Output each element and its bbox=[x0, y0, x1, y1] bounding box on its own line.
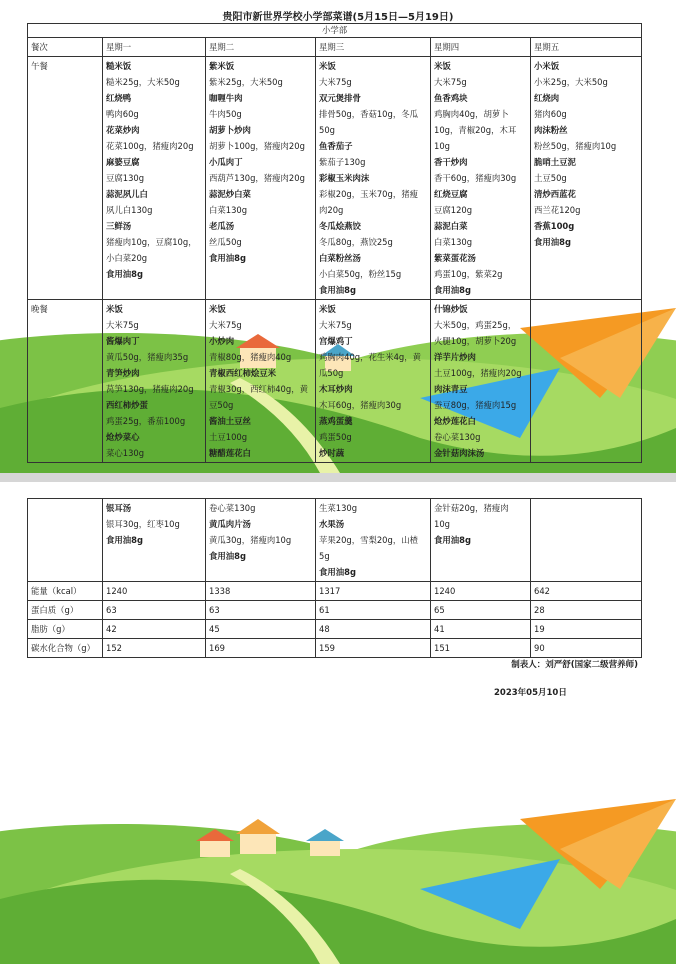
ingredients: 丝瓜50g bbox=[209, 237, 242, 247]
dish-name: 米饭 bbox=[319, 304, 336, 314]
dish-name: 小瓜肉丁 bbox=[209, 157, 243, 167]
cooking-oil: 食用油8g bbox=[106, 269, 143, 279]
menu-table bbox=[27, 23, 642, 463]
ingredients: 鸡胸肉40g，花生米4g，黄 bbox=[319, 352, 421, 362]
ingredients: 粉丝50g，猪瘦肉10g bbox=[534, 141, 617, 151]
dish-name: 香干炒肉 bbox=[434, 157, 468, 167]
nutrition-value: 169 bbox=[206, 639, 316, 658]
nutrition-value: 45 bbox=[206, 620, 316, 639]
ingredients: 10g bbox=[434, 141, 450, 151]
ingredients: 夙儿白130g bbox=[106, 205, 153, 215]
menu-page-2 bbox=[0, 482, 676, 964]
section-header: 小学部 bbox=[28, 24, 642, 38]
nutrition-value: 151 bbox=[431, 639, 531, 658]
lunch-tuesday bbox=[206, 57, 316, 300]
dish-name: 小炒肉 bbox=[209, 336, 235, 346]
ingredients: 大米75g bbox=[319, 320, 352, 330]
dish-name: 咖喱牛肉 bbox=[209, 93, 243, 103]
dish-name: 米饭 bbox=[106, 304, 123, 314]
dish-name: 麻婆豆腐 bbox=[106, 157, 140, 167]
dish-name: 米饭 bbox=[209, 304, 226, 314]
ingredients: 白菜130g bbox=[434, 237, 473, 247]
ingredients: 大米75g bbox=[434, 77, 467, 87]
ingredients: 金针菇20g，猪瘦肉 bbox=[434, 503, 509, 513]
dish-name: 蒸鸡蛋羹 bbox=[319, 416, 353, 426]
dish-name: 水果汤 bbox=[319, 519, 345, 529]
nutrition-row-carbs bbox=[28, 639, 642, 658]
nutrition-value: 19 bbox=[531, 620, 642, 639]
ingredients: 卷心菜130g bbox=[434, 432, 481, 442]
nutrition-label: 能量（kcal） bbox=[28, 582, 103, 601]
dish-name: 老瓜汤 bbox=[209, 221, 235, 231]
meadow-illustration-2 bbox=[0, 779, 676, 964]
nutrition-row-protein bbox=[28, 601, 642, 620]
dinner-thursday bbox=[431, 300, 531, 463]
ingredients: 青椒30g，西红柿40g，黄 bbox=[209, 384, 308, 394]
ingredients: 土豆100g bbox=[209, 432, 248, 442]
ingredients: 大米75g bbox=[106, 320, 139, 330]
ingredients: 鸡胸肉40g，胡萝卜 bbox=[434, 109, 509, 119]
dish-name: 红烧鸭 bbox=[106, 93, 132, 103]
dish-name: 米饭 bbox=[434, 61, 451, 71]
dinner-monday bbox=[103, 300, 206, 463]
ingredients: 10g bbox=[434, 519, 450, 529]
ingredients: 小白菜50g，粉丝15g bbox=[319, 269, 402, 279]
dish-name: 宫爆鸡丁 bbox=[319, 336, 353, 346]
ingredients: 豆50g bbox=[209, 400, 234, 410]
cooking-oil: 食用油8g bbox=[209, 551, 246, 561]
nutrition-value: 90 bbox=[531, 639, 642, 658]
cooking-oil: 食用油8g bbox=[209, 253, 246, 263]
cooking-oil: 食用油8g bbox=[106, 535, 143, 545]
dish-name: 蒜泥夙儿白 bbox=[106, 189, 148, 199]
ingredients: 猪瘦肉10g，豆腐10g， bbox=[106, 237, 197, 247]
dish-name: 花菜炒肉 bbox=[106, 125, 140, 135]
nutrition-row-energy bbox=[28, 582, 642, 601]
dish-name: 鱼香茄子 bbox=[319, 141, 353, 151]
dinner-label: 晚餐 bbox=[28, 300, 103, 463]
issue-date: 2023年05月10日 bbox=[494, 688, 567, 698]
nutrition-value: 1240 bbox=[103, 582, 206, 601]
ingredients: 银耳30g，红枣10g bbox=[106, 519, 180, 529]
dinner-cont-wednesday bbox=[316, 499, 431, 582]
col-monday: 星期一 bbox=[103, 38, 206, 57]
signature: 制表人：刘严舒(国家二级营养师) bbox=[511, 660, 638, 670]
ingredients: 猪肉60g bbox=[534, 109, 567, 119]
dinner-tuesday bbox=[206, 300, 316, 463]
dish-name: 酱爆肉丁 bbox=[106, 336, 140, 346]
nutrition-value: 65 bbox=[431, 601, 531, 620]
nutrition-label: 蛋白质（g） bbox=[28, 601, 103, 620]
col-tuesday: 星期二 bbox=[206, 38, 316, 57]
dinner-cont-friday bbox=[531, 499, 642, 582]
ingredients: 紫米25g，大米50g bbox=[209, 77, 283, 87]
ingredients: 黄瓜30g，猪瘦肉10g bbox=[209, 535, 292, 545]
ingredients: 彩椒20g，玉米70g，猪瘦 bbox=[319, 189, 418, 199]
ingredients: 白菜130g bbox=[209, 205, 248, 215]
ingredients: 土豆100g，猪瘦肉20g bbox=[434, 368, 522, 378]
cooking-oil: 食用油8g bbox=[319, 285, 356, 295]
menu-page-1 bbox=[0, 0, 676, 473]
ingredients: 香干60g，猪瘦肉30g bbox=[434, 173, 517, 183]
ingredients: 卷心菜130g bbox=[209, 503, 256, 513]
dish-name: 冬瓜烩燕饺 bbox=[319, 221, 361, 231]
nutrition-label: 碳水化合物（g） bbox=[28, 639, 103, 658]
dish-name: 脆哨土豆泥 bbox=[534, 157, 576, 167]
cooking-oil: 食用油8g bbox=[319, 567, 356, 577]
page-title: 贵阳市新世界学校小学部菜谱(5月15日—5月19日) bbox=[222, 12, 454, 23]
dish-name: 双元煲排骨 bbox=[319, 93, 361, 103]
ingredients: 豆腐130g bbox=[106, 173, 145, 183]
lunch-monday bbox=[103, 57, 206, 300]
ingredients: 黄瓜50g，猪瘦肉35g bbox=[106, 352, 189, 362]
ingredients: 大米75g bbox=[209, 320, 242, 330]
dinner-continued-row bbox=[28, 499, 642, 582]
ingredients: 紫茄子130g bbox=[319, 157, 366, 167]
dinner-row bbox=[28, 300, 642, 463]
dish-name: 蒜泥炒白菜 bbox=[209, 189, 251, 199]
dish-name: 银耳汤 bbox=[106, 503, 132, 513]
dish-name: 三鲜汤 bbox=[106, 221, 132, 231]
dish-name: 糙米饭 bbox=[106, 61, 132, 71]
ingredients: 土豆50g bbox=[534, 173, 567, 183]
lunch-row bbox=[28, 57, 642, 300]
nutrition-value: 159 bbox=[316, 639, 431, 658]
dish-name: 鱼香鸡块 bbox=[434, 93, 468, 103]
nutrition-value: 48 bbox=[316, 620, 431, 639]
ingredients: 鸡蛋10g，紫菜2g bbox=[434, 269, 503, 279]
dish-name: 什锦炒饭 bbox=[434, 304, 468, 314]
dish-name: 紫米饭 bbox=[209, 61, 235, 71]
ingredients: 肉20g bbox=[319, 205, 344, 215]
nutrition-value: 1317 bbox=[316, 582, 431, 601]
dish-name: 红烧豆腐 bbox=[434, 189, 468, 199]
col-wednesday: 星期三 bbox=[316, 38, 431, 57]
nutrition-value: 1338 bbox=[206, 582, 316, 601]
col-meal: 餐次 bbox=[28, 38, 103, 57]
lunch-friday bbox=[531, 57, 642, 300]
dinner-continued-label bbox=[28, 499, 103, 582]
nutrition-label: 脂肪（g） bbox=[28, 620, 103, 639]
ingredients: 苹果20g，雪梨20g，山楂 bbox=[319, 535, 418, 545]
ingredients: 西兰花120g bbox=[534, 205, 581, 215]
ingredients: 生菜130g bbox=[319, 503, 358, 513]
nutrition-row-fat bbox=[28, 620, 642, 639]
ingredients: 蚕豆80g，猪瘦肉15g bbox=[434, 400, 517, 410]
dinner-wednesday bbox=[316, 300, 431, 463]
ingredients: 西葫芦130g，猪瘦肉20g bbox=[209, 173, 305, 183]
ingredients: 鸡蛋50g bbox=[319, 432, 352, 442]
ingredients: 大米75g bbox=[319, 77, 352, 87]
dish-name: 黄瓜肉片汤 bbox=[209, 519, 251, 529]
dish-name: 木耳炒肉 bbox=[319, 384, 353, 394]
dinner-cont-tuesday bbox=[206, 499, 316, 582]
ingredients: 木耳60g，猪瘦肉30g bbox=[319, 400, 402, 410]
dish-name: 小米饭 bbox=[534, 61, 560, 71]
nutrition-value: 1240 bbox=[431, 582, 531, 601]
nutrition-value: 41 bbox=[431, 620, 531, 639]
dish-name: 炝炒菜心 bbox=[106, 432, 140, 442]
ingredients: 10g，青椒20g，木耳 bbox=[434, 125, 517, 135]
dish-name: 炒时蔬 bbox=[319, 448, 345, 458]
page-divider bbox=[0, 473, 676, 482]
cooking-oil: 食用油8g bbox=[434, 285, 471, 295]
dish-name: 米饭 bbox=[319, 61, 336, 71]
nutrition-value: 61 bbox=[316, 601, 431, 620]
dinner-cont-thursday bbox=[431, 499, 531, 582]
dish-name: 紫菜蛋花汤 bbox=[434, 253, 476, 263]
dish-name: 青笋炒肉 bbox=[106, 368, 140, 378]
dinner-cont-monday bbox=[103, 499, 206, 582]
dish-name: 香蕉100g bbox=[534, 221, 575, 231]
dish-name: 酱油土豆丝 bbox=[209, 416, 251, 426]
ingredients: 青椒80g，猪瘦肉40g bbox=[209, 352, 292, 362]
ingredients: 大米50g，鸡蛋25g， bbox=[434, 320, 517, 330]
ingredients: 火腿10g，胡萝卜20g bbox=[434, 336, 517, 346]
dish-name: 肉沫粉丝 bbox=[534, 125, 568, 135]
cooking-oil: 食用油8g bbox=[534, 237, 571, 247]
dish-name: 彩椒玉米肉沫 bbox=[319, 173, 370, 183]
ingredients: 鸭肉60g bbox=[106, 109, 139, 119]
nutrition-value: 42 bbox=[103, 620, 206, 639]
nutrition-value: 642 bbox=[531, 582, 642, 601]
ingredients: 瓜50g bbox=[319, 368, 344, 378]
nutrition-value: 152 bbox=[103, 639, 206, 658]
ingredients: 花菜100g，猪瘦肉20g bbox=[106, 141, 194, 151]
nutrition-value: 63 bbox=[103, 601, 206, 620]
ingredients: 牛肉50g bbox=[209, 109, 242, 119]
dish-name: 胡萝卜炒肉 bbox=[209, 125, 251, 135]
lunch-wednesday bbox=[316, 57, 431, 300]
cooking-oil: 食用油8g bbox=[434, 535, 471, 545]
dish-name: 肉沫青豆 bbox=[434, 384, 468, 394]
ingredients: 冬瓜80g，燕饺25g bbox=[319, 237, 393, 247]
ingredients: 排骨50g，香菇10g，冬瓜 bbox=[319, 109, 418, 119]
ingredients: 50g bbox=[319, 125, 335, 135]
dish-name: 蒜泥白菜 bbox=[434, 221, 468, 231]
dish-name: 金针菇肉沫汤 bbox=[434, 448, 485, 458]
menu-table-continued bbox=[27, 498, 642, 658]
dish-name: 白菜粉丝汤 bbox=[319, 253, 361, 263]
ingredients: 菜心130g bbox=[106, 448, 145, 458]
dish-name: 西红柿炒蛋 bbox=[106, 400, 148, 410]
col-thursday: 星期四 bbox=[431, 38, 531, 57]
dish-name: 清炒西蓝花 bbox=[534, 189, 576, 199]
ingredients: 小白菜20g bbox=[106, 253, 148, 263]
ingredients: 鸡蛋25g，番茄100g bbox=[106, 416, 186, 426]
lunch-label: 午餐 bbox=[28, 57, 103, 300]
dish-name: 炝炒莲花白 bbox=[434, 416, 476, 426]
ingredients: 糙米25g，大米50g bbox=[106, 77, 180, 87]
ingredients: 胡萝卜100g，猪瘦肉20g bbox=[209, 141, 305, 151]
nutrition-value: 63 bbox=[206, 601, 316, 620]
dish-name: 红烧肉 bbox=[534, 93, 560, 103]
nutrition-value: 28 bbox=[531, 601, 642, 620]
lunch-thursday bbox=[431, 57, 531, 300]
dish-name: 糖醋莲花白 bbox=[209, 448, 251, 458]
col-friday: 星期五 bbox=[531, 38, 642, 57]
dish-name: 洋芋片炒肉 bbox=[434, 352, 476, 362]
ingredients: 5g bbox=[319, 551, 330, 561]
ingredients: 莴笋130g，猪瘦肉20g bbox=[106, 384, 194, 394]
ingredients: 小米25g，大米50g bbox=[534, 77, 608, 87]
dish-name: 青椒西红柿烩豆米 bbox=[209, 368, 276, 378]
ingredients: 豆腐120g bbox=[434, 205, 473, 215]
dinner-friday bbox=[531, 300, 642, 463]
